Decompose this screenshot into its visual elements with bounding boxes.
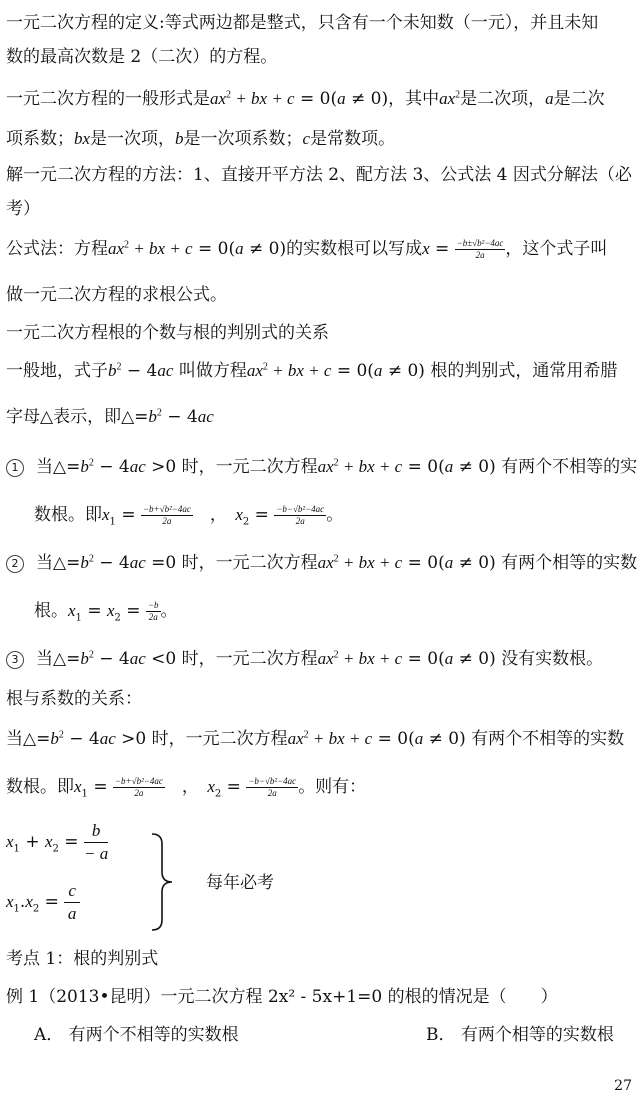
definition-line-1: 一元二次方程的定义:等式两边都是整式，只含有一个未知数（一元），并且未知: [6, 13, 599, 33]
text: 根。: [34, 601, 68, 621]
circled-number-2: 2: [6, 555, 24, 573]
methods-line-1: 解一元二次方程的方法：1、直接开平方法 2、配方法 3、公式法 4 因式分解法（必: [6, 165, 632, 185]
circled-number-1: 1: [6, 459, 24, 477]
vieta-line-2: 数根。即$x_1$ = $\frac{\text{−b+√b²−4ac}}{2a}$ ， $x_2$ = $\frac{\text{−b−√b²−4ac}}{2a}$ 。则有：: [6, 776, 367, 800]
text: 当△=: [36, 457, 81, 477]
text: 有两个不相等的实数: [471, 729, 625, 749]
general-form-line-2: 项系数；bx是一次项，b是一次项系数；c是常数项。: [6, 129, 396, 149]
text: 根的判别式，通常用希腊: [430, 361, 618, 381]
text: 当△=: [36, 553, 81, 573]
option-b: B． 有两个相等的实数根: [426, 1025, 614, 1045]
text: 没有实数根。: [501, 649, 604, 669]
text: 是一次项，: [90, 129, 176, 149]
text: 数根。即: [34, 505, 102, 525]
text: 有两个不相等的实: [501, 457, 638, 477]
vieta-line-1: 当$\triangle=b^2 - 4ac >0$ 时，一元二次方程$ax^2$ + bx + c = 0(a ≠ 0) 有两个不相等的实数: [6, 729, 625, 749]
text: 公式法：方程: [6, 239, 108, 259]
text: 当△=: [36, 649, 81, 669]
sum-of-roots: $x_1 + x_2$ = $\frac{b}{- a}$: [6, 821, 109, 863]
methods-line-2: 考）: [6, 199, 40, 219]
text: 的实数根可以写成: [286, 239, 423, 259]
product-of-roots: $x_1.x_2$ = $\frac{c}{a}$: [6, 880, 634, 925]
page-number: 27: [614, 1078, 632, 1094]
option-a: A． 有两个不相等的实数根: [34, 1025, 239, 1045]
text: 项系数；: [6, 129, 74, 149]
text: <0 时，一元二次方程: [151, 649, 318, 669]
formula-line-1: 公式法：方程$ax^2$ + bx + c = 0(a ≠ 0)的实数根可以写成x = $\frac{\text{−b±√b²−4ac}}{2a}$ ，这个式子叫: [6, 238, 608, 260]
text: ，其中: [388, 89, 440, 109]
text: =0 时，一元二次方程: [151, 553, 318, 573]
discriminant-line-2: 字母△表示，即$\triangle=b^2 - 4ac$: [6, 407, 214, 427]
text: 一般地，式子: [6, 361, 108, 381]
text: >0 时，一元二次方程: [151, 457, 318, 477]
text: 是二次: [553, 89, 605, 109]
text: 一元二次方程的一般形式是: [6, 89, 210, 109]
text: 是常数项。: [310, 129, 396, 149]
text: 是一次项系数；: [183, 129, 303, 149]
discriminant-line-1: 一般地，式子$b^2 - 4ac$ 叫做方程$ax^2$ + bx + c = 0(a ≠ 0) 根的判别式，通常用希腊: [6, 361, 618, 381]
case-1-line-2: 数根。即$x_1$ = $\frac{\text{−b+√b²−4ac}}{2a}$ ， $x_2$ = $\frac{\text{−b−√b²−4ac}}{2a}$ 。: [34, 504, 344, 528]
text: 字母△表示，即△=: [6, 407, 149, 427]
text: 叫做方程: [178, 361, 247, 381]
curly-brace-icon: [148, 832, 178, 932]
text: 当△=: [6, 729, 51, 749]
general-form-line-1: 一元二次方程的一般形式是$ax^2$ + bx + c = 0(a ≠ 0)，其中$ax^2$是二次项，a是二次: [6, 89, 605, 109]
circled-number-3: 3: [6, 651, 24, 669]
text: 是二次项，: [460, 89, 546, 109]
case-1-line-1: 1 当$\triangle=b^2 - 4ac >0$ 时，一元二次方程$ax^2$ + bx + c = 0(a ≠ 0) 有两个不相等的实: [6, 452, 634, 477]
example-question: 例 1（2013•昆明）一元二次方程 2x² ‑ 5x+1=0 的根的情况是（ ）: [6, 987, 558, 1007]
case-2-line-2: 根。$x_1 = x_2$ = $\frac{-b}{2a}$ 。: [34, 600, 178, 624]
always-tested-note: 每年必考: [206, 873, 274, 893]
section-heading: 一元二次方程根的个数与根的判别式的关系: [6, 323, 329, 343]
formula-line-2: 做一元二次方程的求根公式。: [6, 285, 227, 305]
text: 数根。即: [6, 777, 74, 797]
text: 有两个相等的实数: [501, 553, 638, 573]
text: >0 时，一元二次方程: [121, 729, 288, 749]
topic-heading: 考点 1：根的判别式: [6, 949, 159, 969]
case-3-line: 3 当$\triangle=b^2 - 4ac <0$ 时，一元二次方程$ax^2$ + bx + c = 0(a ≠ 0) 没有实数根。: [6, 644, 634, 669]
vieta-heading: 根与系数的关系：: [6, 689, 142, 709]
text: 。则有：: [298, 777, 367, 797]
case-2-line-1: 2 当$\triangle=b^2 - 4ac =0$ 时，一元二次方程$ax^2$ + bx + c = 0(a ≠ 0) 有两个相等的实数: [6, 548, 634, 573]
definition-line-2: 数的最高次数是 2（二次）的方程。: [6, 47, 278, 67]
text: ，这个式子叫: [505, 239, 608, 259]
